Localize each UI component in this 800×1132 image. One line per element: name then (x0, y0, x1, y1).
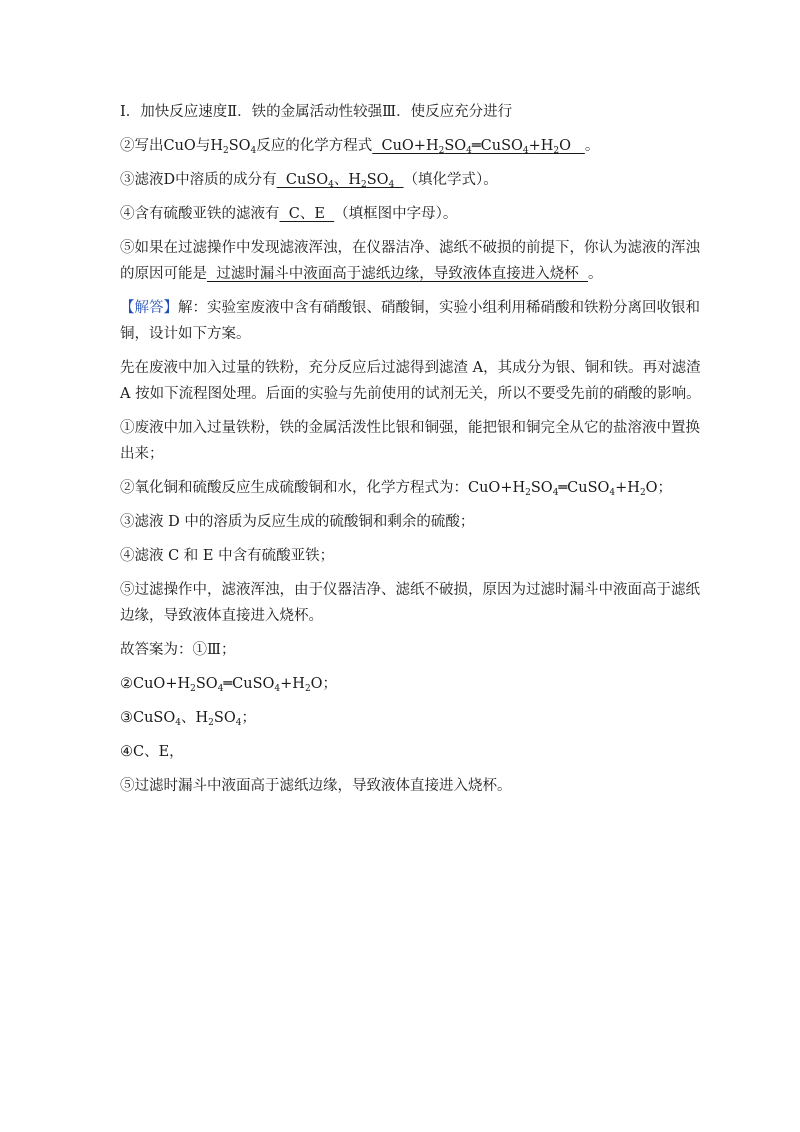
answer-text: ④C、E， (120, 744, 184, 760)
subscript: 4 (250, 146, 257, 156)
option-line (120, 102, 680, 122)
question-text: （填化学式）。 (403, 172, 498, 188)
question-text: ④含有硫酸亚铁的滤液有 (120, 206, 280, 222)
subscript: 4 (217, 684, 224, 694)
solution-line (120, 546, 680, 566)
answer-text: 、H (333, 172, 361, 188)
question-text: 的原因可能是 (120, 266, 207, 282)
subscript: 2 (190, 684, 196, 694)
answer-text: SO (366, 172, 389, 188)
answer-text: SO (195, 676, 218, 692)
options-text: Ⅰ．加快反应速度Ⅱ．铁的金属活动性较强Ⅲ．使反应充分进行 (120, 104, 513, 120)
solution-line (120, 384, 701, 404)
solution-text: 出来； (120, 446, 164, 462)
solution-text: ⑤过滤操作中，滤液浑浊，由于仪器洁净、滤纸不破损，原因为过滤时漏斗中液面高于滤纸 (120, 582, 700, 598)
answer-summary-line (120, 674, 680, 694)
question-5-line-2 (120, 264, 680, 284)
solution-line (120, 358, 701, 378)
question-text: ②写出CuO与H (120, 138, 223, 154)
solution-line (120, 580, 700, 600)
subscript: 4 (609, 488, 616, 498)
answer-summary-line (120, 640, 680, 660)
answer-text: 、H (181, 710, 209, 726)
subscript: 2 (222, 146, 229, 156)
solution-text: ③滤液 D 中的溶质为反应生成的硫酸铜和剩余的硫酸； (120, 514, 475, 530)
answer-blank: C、E (279, 206, 335, 222)
question-text: 。 (587, 266, 603, 282)
subscript: 4 (328, 180, 334, 190)
solution-text: 铜，设计如下方案。 (120, 326, 251, 342)
subscript: 2 (525, 488, 531, 498)
solution-equation-line (120, 478, 680, 498)
solution-text: +H (615, 480, 640, 496)
solution-line (120, 512, 680, 532)
solution-text: ④滤液 C 和 E 中含有硫酸亚铁； (120, 548, 335, 564)
question-text: ③滤液D中溶质的成分有 (120, 172, 277, 188)
solution-tag: 【解答】 (120, 300, 178, 316)
question-text: （填框图中字母）。 (334, 206, 458, 222)
subscript: 4 (175, 718, 181, 728)
question-2-line (120, 136, 680, 156)
answer-text: ═CuSO (471, 138, 523, 154)
solution-text: ①废液中加入过量铁粉，铁的金属活泼性比银和铜强，能把银和铜完全从它的盐溶液中置换 (120, 420, 700, 436)
answer-text: ； (241, 710, 256, 726)
subscript: 2 (208, 718, 214, 728)
answer-summary-line (120, 742, 680, 762)
question-text: ⑤如果在过滤操作中发现滤液浑浊，在仪器洁净、滤纸不破损的前提下，你认为滤液的浑浊 (120, 240, 700, 256)
solution-text: A 按如下流程图处理。后面的实验与先前使用的试剂无关，所以不要受先前的硝酸的影响。 (120, 386, 701, 402)
solution-line (120, 324, 680, 344)
subscript: 2 (553, 146, 560, 156)
solution-line (120, 444, 680, 464)
question-text: 。 (584, 138, 600, 154)
answer-text (394, 172, 403, 188)
question-text: SO (228, 138, 251, 154)
answer-text: O (559, 138, 585, 154)
subscript: 4 (466, 146, 472, 156)
answer-summary-line (120, 776, 680, 796)
solution-text: 边缘，导致液体直接进入烧杯。 (120, 608, 323, 624)
question-text: 反应的化学方程式 (256, 138, 373, 154)
solution-line (120, 298, 700, 318)
answer-text: +H (528, 138, 554, 154)
subscript: 4 (388, 180, 395, 190)
subscript: 2 (304, 684, 311, 694)
subscript: 2 (438, 146, 445, 156)
answer-text: ②CuO+H (120, 676, 191, 692)
solution-text: SO (530, 480, 553, 496)
solution-text: O； (645, 480, 673, 496)
question-5-line (120, 238, 700, 258)
answer-blank: 过滤时漏斗中液面高于滤纸边缘，导致液体直接进入烧杯 (207, 266, 588, 282)
solution-text: ═CuSO (558, 480, 610, 496)
subscript: 4 (522, 146, 529, 156)
solution-text: 先在废液中加入过量的铁粉，充分反应后过滤得到滤渣 A，其成分为银、铜和铁。再对滤渣 (120, 360, 701, 376)
question-3-line (120, 170, 680, 190)
question-4-line (120, 204, 680, 224)
solution-line (120, 418, 700, 438)
subscript: 4 (274, 684, 281, 694)
answer-text: ⑤过滤时漏斗中液面高于滤纸边缘，导致液体直接进入烧杯。 (120, 778, 512, 794)
answer-text: CuSO (276, 172, 329, 188)
subscript: 2 (361, 180, 367, 190)
subscript: 4 (552, 488, 559, 498)
answer-summary-line (120, 708, 680, 728)
subscript: 2 (639, 488, 646, 498)
solution-text: ②氧化铜和硫酸反应生成硫酸铜和水，化学方程式为：CuO+H (120, 480, 526, 496)
solution-text: 解：实验室废液中含有硝酸银、硝酸铜，实验小组利用稀硝酸和铁粉分离回收银和 (178, 300, 700, 316)
answer-text: O； (310, 676, 338, 692)
answer-text: 故答案为：①Ⅲ； (120, 642, 236, 658)
answer-text: SO (444, 138, 467, 154)
answer-text: +H (280, 676, 305, 692)
solution-line (120, 606, 680, 626)
answer-text: CuO+H (372, 138, 439, 154)
answer-blank (277, 172, 404, 188)
answer-blank (372, 138, 585, 154)
answer-text: ③CuSO (120, 710, 176, 726)
answer-text: SO (213, 710, 236, 726)
subscript: 4 (235, 718, 242, 728)
answer-text: ═CuSO (223, 676, 275, 692)
